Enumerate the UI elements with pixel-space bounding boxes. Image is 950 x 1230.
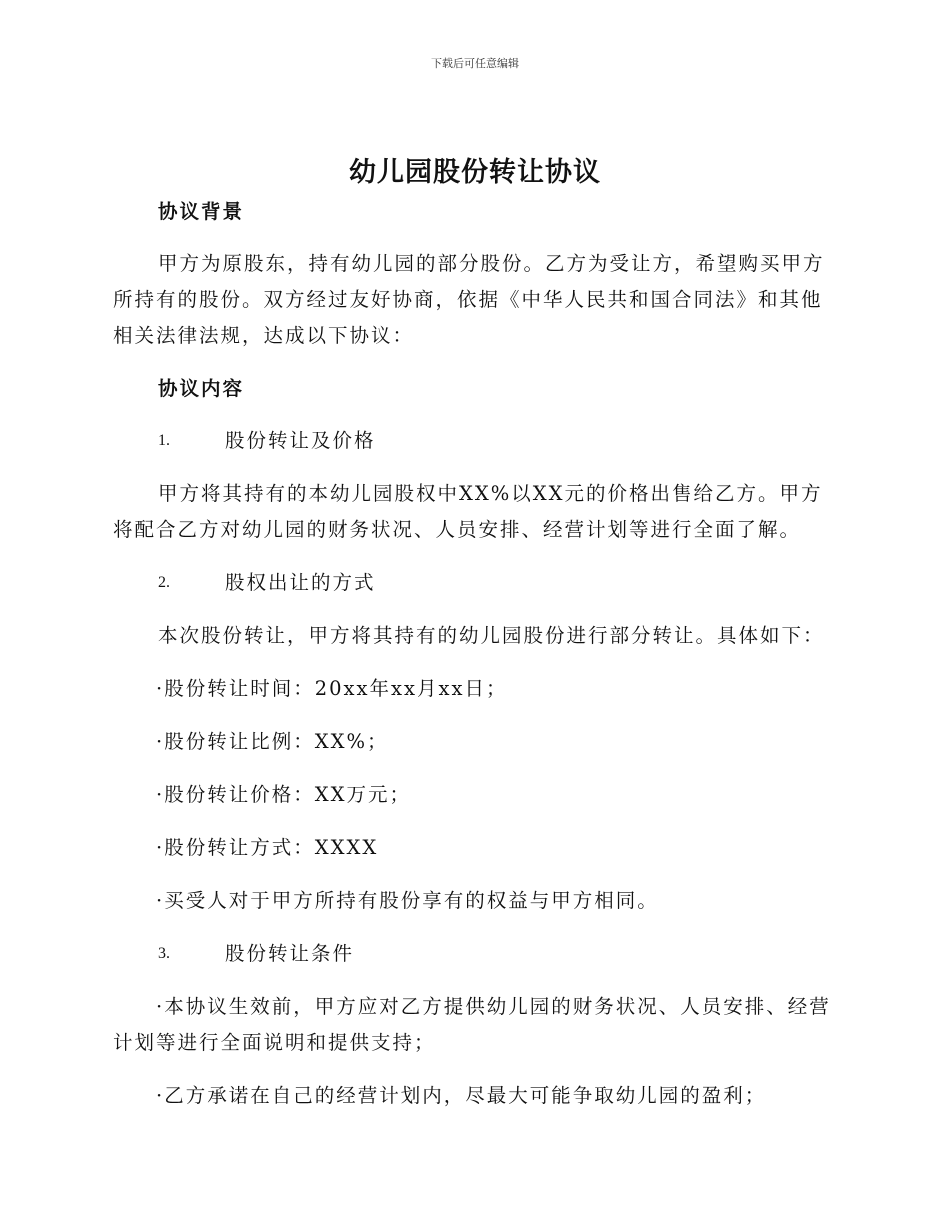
- item-number: 3.: [158, 945, 170, 962]
- item1-paragraph: 甲方将其持有的本幼儿园股权中XX%以XX元的价格出售给乙方。甲方将配合乙方对幼儿园的财务状况、人员安排、经营计划等进行全面了解。: [113, 482, 823, 541]
- item-number: 1.: [158, 432, 170, 449]
- document-title: 幼儿园股份转让协议: [349, 157, 601, 188]
- numbered-item-3: [113, 936, 833, 972]
- list-item: · 买受人对于甲方所持有股份享有的权益与甲方相同。: [156, 889, 659, 912]
- numbered-item-2: [113, 565, 833, 601]
- bullet-dot-icon: ·: [156, 995, 163, 1018]
- section-heading-content: 协议内容: [158, 377, 245, 400]
- bullet-dot-icon: ·: [156, 1084, 163, 1107]
- bullet-dot-icon: ·: [156, 783, 163, 806]
- document-body: [113, 194, 833, 1131]
- list-item: · 股份转让方式：XXXX: [156, 836, 379, 859]
- background-paragraph: 甲方为原股东，持有幼儿园的部分股份。乙方为受让方，希望购买甲方所持有的股份。双方经过友好协商，依据《中华人民共和国合同法》和其他相关法律法规，达成以下协议：: [113, 252, 825, 347]
- item-title: 股份转让及价格: [225, 429, 376, 452]
- item-number: 2.: [158, 574, 170, 591]
- page-header: 下载后可任意编辑: [431, 57, 519, 70]
- list-item: · 股份转让比例：XX%；: [156, 730, 389, 753]
- item-title: 股权出让的方式: [225, 571, 376, 594]
- list-item: · 乙方承诺在自己的经营计划内，尽最大可能争取幼儿园的盈利；: [156, 1084, 767, 1107]
- item-title: 股份转让条件: [225, 942, 355, 965]
- list-item: · 股份转让时间：20xx年xx月xx日；: [156, 677, 508, 700]
- section-heading-background: 协议背景: [158, 200, 245, 223]
- numbered-item-1: [113, 423, 833, 459]
- bullet-dot-icon: ·: [156, 730, 163, 753]
- item2-paragraph: 本次股份转让，甲方将其持有的幼儿园股份进行部分转让。具体如下：: [158, 624, 825, 647]
- list-item: · 本协议生效前，甲方应对乙方提供幼儿园的财务状况、人员安排、经营计划等进行全面说明和提供支持；: [113, 995, 831, 1054]
- bullet-dot-icon: ·: [156, 677, 163, 700]
- bullet-dot-icon: ·: [156, 836, 163, 859]
- bullet-dot-icon: ·: [156, 889, 163, 912]
- list-item: · 股份转让价格：XX万元；: [156, 783, 411, 806]
